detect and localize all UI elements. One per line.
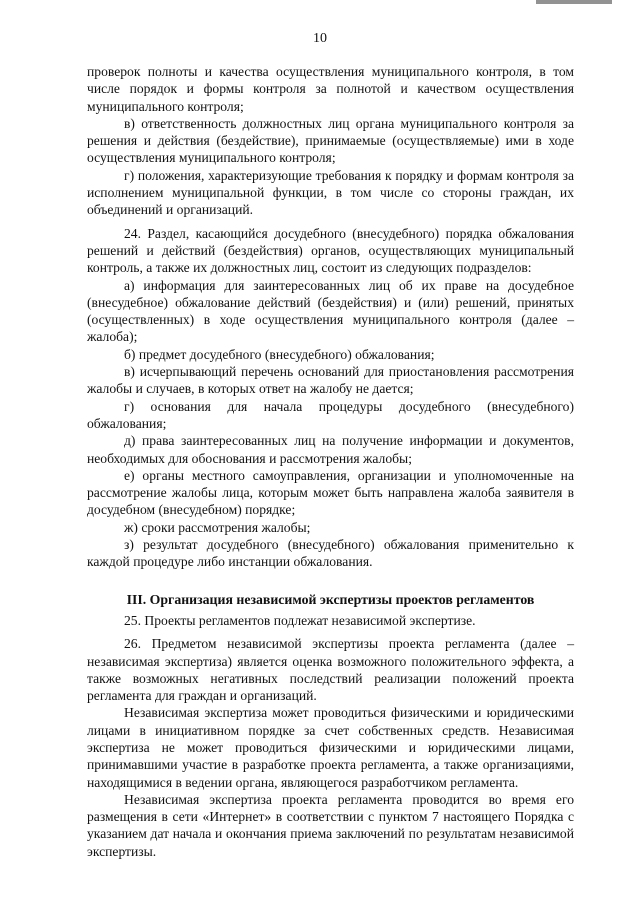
paragraph-26-continuation: Независимая экспертиза может проводиться физическими и юридическими лицами в инициативном порядке за счет собственных средств. Независимая экспертиза не может проводиться физическими и юридическими лицами, принимавшими участие в разработке проекта регламента, а также организациями, находящимися в ведении органа, являющегося разработчиком регламента. [87, 705, 574, 790]
subsection-v: в) исчерпывающий перечень оснований для приостановления рассмотрения жалобы и случаев, в которых ответ на жалобу не дается; [87, 364, 574, 397]
subsection-d: д) права заинтересованных лиц на получение информации и документов, необходимых для обоснования и рассмотрения жалобы; [87, 433, 574, 466]
paragraph-item-v: в) ответственность должностных лиц органа муниципального контроля за решения и действия (бездействие), принимаемые (осуществляемые) ими в ходе осуществления муниципального контроля; [87, 115, 574, 166]
page-number: 10 [313, 31, 327, 46]
subsection-e: е) органы местного самоуправления, организации и уполномоченные на рассмотрение жалобы лица, которым может быть направлена жалоба заявителя в досудебном (внесудебном) порядке; [87, 467, 574, 518]
paragraph-item-g: г) положения, характеризующие требования к порядку и формам контроля за исполнением муниципальной функции, в том числе со стороны граждан, их объединений и организаций. [87, 167, 574, 218]
paragraph-26: 26. Предметом независимой экспертизы проекта регламента (далее – независимая экспертиза) является оценка возможного положительного эффекта, а также возможных негативных последствий реализации положений проекта регламента для граждан и организаций. [87, 636, 574, 704]
paragraph-24-intro: 24. Раздел, касающийся досудебного (внесудебного) порядка обжалования решений и действий (бездействия) органов, осуществляющих муниципальный контроль, а также их должностных лиц, состоит из следующих подразделов: [87, 225, 574, 276]
subsection-zh: ж) сроки рассмотрения жалобы; [124, 519, 311, 535]
scan-artifact-line [536, 0, 612, 4]
subsection-b: б) предмет досудебного (внесудебного) обжалования; [124, 346, 435, 362]
subsection-g: г) основания для начала процедуры досудебного (внесудебного) обжалования; [87, 398, 574, 431]
paragraph-continuation: проверок полноты и качества осуществления муниципального контроля, в том числе порядок и формы контроля за полнотой и качеством осуществления муниципального контроля; [87, 64, 574, 114]
paragraph-26-final: Независимая экспертиза проекта регламента проводится во время его размещения в сети «Интернет» в соответствии с пунктом 7 настоящего Порядка с указанием дат начала и окончания приема заключений по результатам независимой экспертизы. [87, 791, 574, 859]
subsection-z: з) результат досудебного (внесудебного) обжалования применительно к каждой процедуре либо инстанции обжалования. [87, 537, 574, 570]
section-heading: III. Организация независимой экспертизы проектов регламентов [126, 591, 535, 607]
subsection-a: а) информация для заинтересованных лиц об их праве на досудебное (внесудебное) обжалование действий (бездействия) и (или) решений, принятых (осуществленных) в ходе осуществления муниципального контроля (далее – жалоба); [87, 277, 574, 345]
document-body [87, 63, 574, 860]
paragraph-25: 25. Проекты регламентов подлежат независимой экспертизе. [124, 612, 476, 628]
